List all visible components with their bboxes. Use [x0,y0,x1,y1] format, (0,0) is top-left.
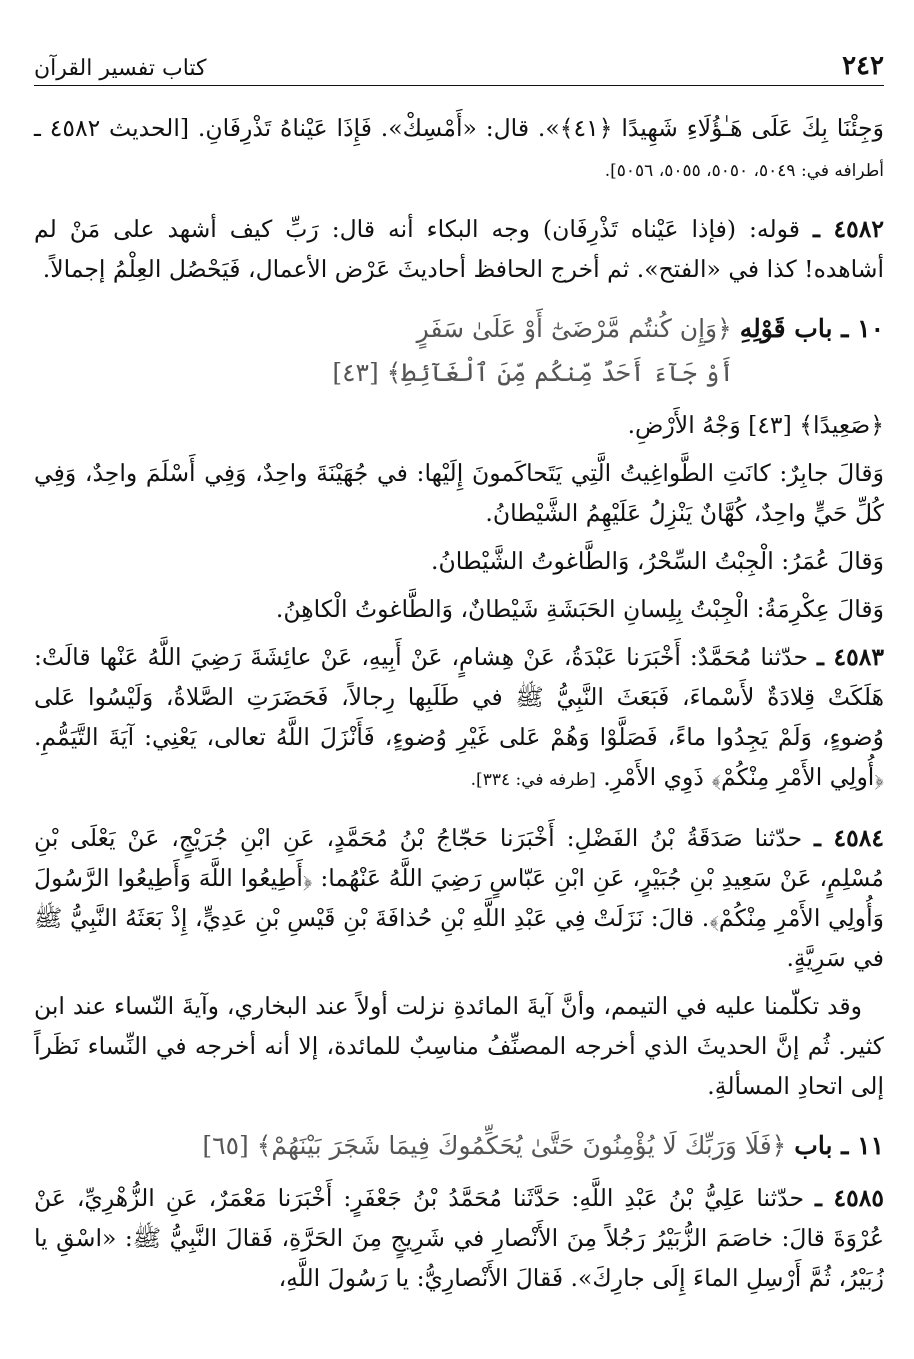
book-title: كتاب تفسير القرآن [34,56,207,81]
chapter-heading-10 [34,307,884,395]
page-content [34,108,884,1306]
hadith-text: حدّثنا صَدَقَةُ بْنُ الفَضْلِ: أَخْبَرَنا حَجّاجُ بْنُ مُحَمَّدٍ، عَنِ ابْنِ جُرَيْجٍ، عَنْ يَعْلَى بْنِ مُسْلِمٍ، عَنْ سَعِيدِ بْنِ جُبَيْرٍ، عَنِ ابْنِ عَبّاسٍ رَضِيَ اللَّهُ عَنْهُما: ﴿أَطِيعُوا اللَّهَ وَأَطِيعُوا الرَّسُولَ وَأُولِي الأَمْرِ مِنْكُمْ﴾. قالَ: نَزَلَتْ فِي عَبْدِ اللَّهِ بْنِ حُذافَةَ بْنِ قَيْسِ بْنِ عَدِيٍّ، إِذْ بَعَثَهُ النَّبِيُّ ﷺ في سَرِيَّةٍ. [34,824,884,972]
chapter-ayah-line-2: أَوْ جَآءَ أَحَدٌ مِّنكُم مِّنَ ٱلْغَآئِطِ﴾ [٤٣] [332,358,734,387]
chapter-ayah-line-1: ﴿وَإِن كُنتُم مَّرْضَىٰٓ أَوْ عَلَىٰ سَفَرٍ [416,314,732,343]
hadith-text: حدّثنا عَلِيُّ بْنُ عَبْدِ اللَّهِ: حَدَّثَنا مُحَمَّدُ بْنُ جَعْفَرٍ: أَخْبَرَنا مَعْمَرٌ، عَنِ الزُّهْرِيِّ، عَنْ عُرْوَةَ قالَ: خاصَمَ الزُّبَيْرُ رَجُلاً مِنَ الأَنْصارِ في شَرِيجٍ مِنَ الحَرَّةِ، فَقالَ النَّبِيُّ ﷺ: «اسْقِ يا زُبَيْرُ، ثُمَّ أَرْسِلِ الماءَ إِلَى جارِكَ». فَقالَ الأَنْصارِيُّ: يا رَسُولَ اللَّهِ، [34,1184,884,1292]
hadith-4584 [34,818,884,978]
hadith-4583 [34,637,884,800]
hadith-text: وَجِئْنَا بِكَ عَلَى هَـٰؤُلَاءِ شَهِيدًا ﴿٤١﴾». قال: «أَمْسِكْ». فَإِذَا عَيْناهُ تَذْرِفَانِ. [الحديث ٤٥٨٢ ـ [34,114,884,142]
hadith-number: ٤٥٨٥ ـ [814,1184,884,1212]
hadith-number: ٤٥٨٣ ـ [816,643,884,671]
commentary-4584: وقد تكلّمنا عليه في التيمم، وأنَّ آيةَ المائدةِ نزلت أولاً عند البخاري، وآيةَ النّساء عند ابن كثير. ثُم إنَّ الحديثَ الذي أخرجه المصنِّفُ مناسِبٌ للمائدة، إلا أنه أخرجه في النِّساء نَظَراً إلى اتحادِ المسألةِ. [34,992,884,1100]
ikrima-statement: وَقالَ عِكْرِمَةُ: الْجِبْتُ بِلِسانِ الحَبَشَةِ شَيْطانٌ، وَالطَّاغوتُ الْكاهِنُ. [275,595,884,623]
umar-statement: وَقالَ عُمَرُ: الْجِبْتُ السِّحْرُ، وَالطَّاغوتُ الشَّيْطانُ. [431,547,884,575]
gloss-saeed: ﴿صَعِيدًا﴾ [٤٣] وَجْهُ الأَرْضِ. [627,411,884,439]
hadith-number: ٤٥٨٤ ـ [814,824,884,852]
hadith-4582-ending [34,108,884,191]
jabir-statement: وَقالَ جابِرٌ: كانَتِ الطَّواغِيتُ الَّتِي يَتَحاكَمونَ إِلَيْها: في جُهَيْنَةَ واحِدٌ، وَفِي أَسْلَمَ واحِدٌ، وَفِي كُلِّ حَيٍّ واحِدٌ، كُهَّانٌ يَنْزِلُ عَلَيْهِمُ الشَّيْطانُ. [34,459,884,527]
chapter-ayah: ﴿فَلَا وَرَبِّكَ لَا يُؤْمِنُونَ حَتَّىٰ يُحَكِّمُوكَ فِيمَا شَجَرَ بَيْنَهُمْ﴾ [٦٥] [202,1131,787,1160]
hadith-text: حدّثنا مُحَمَّدٌ: أَخْبَرَنا عَبْدَةُ، عَنْ هِشامٍ، عَنْ أَبِيهِ، عَنْ عائِشَةَ رَضِيَ اللَّهُ عَنْها قالَتْ: هَلَكَتْ قِلادَةٌ لأَسْماءَ، فَبَعَثَ النَّبِيُّ ﷺ في طَلَبِها رِجالاً، فَحَضَرَتِ الصَّلاةُ، وَلَيْسُوا عَلى وُضوءٍ، وَلَمْ يَجِدُوا ماءً، فَصَلَّوْا وَهُمْ عَلى غَيْرِ وُضوءٍ، فَأَنْزَلَ اللَّهُ تعالى، يَعْنِي: آيَةَ التَّيَمُّمِ. ﴿أُولِي الأَمْرِ مِنْكُمْ﴾ ذَوِي الأَمْرِ. [34,643,884,791]
chapter-label: ١١ ـ باب [794,1131,884,1160]
hadith-cross-reference: أطرافه في: ٥٠٤٩، ٥٠٥٠، ٥٠٥٥، ٥٠٥٦]. [604,161,884,181]
page-number: ٢٤٢ [842,51,884,81]
commentary-4582 [34,209,884,289]
hadith-number: ٤٥٨٢ ـ [812,215,884,243]
commentary-text: قوله: (فإذا عَيْناه تَذْرِفَان) وجه البكاء أنه قال: رَبِّ كيف أشهد على مَنْ لم أشاهده! كذا في «الفتح». ثم أخرج الحافظ أحاديثَ عَرْض الأعمال، فَيَحْصُل العِلْمُ إجمالاً. [34,215,884,283]
hadith-cross-reference: [طرفه في: ٣٣٤]. [470,770,596,790]
chapter-heading-11 [34,1124,884,1168]
page-header [34,46,884,86]
chapter-label: ١٠ ـ باب قَوْلِهِ [739,314,884,343]
hadith-4585 [34,1178,884,1298]
